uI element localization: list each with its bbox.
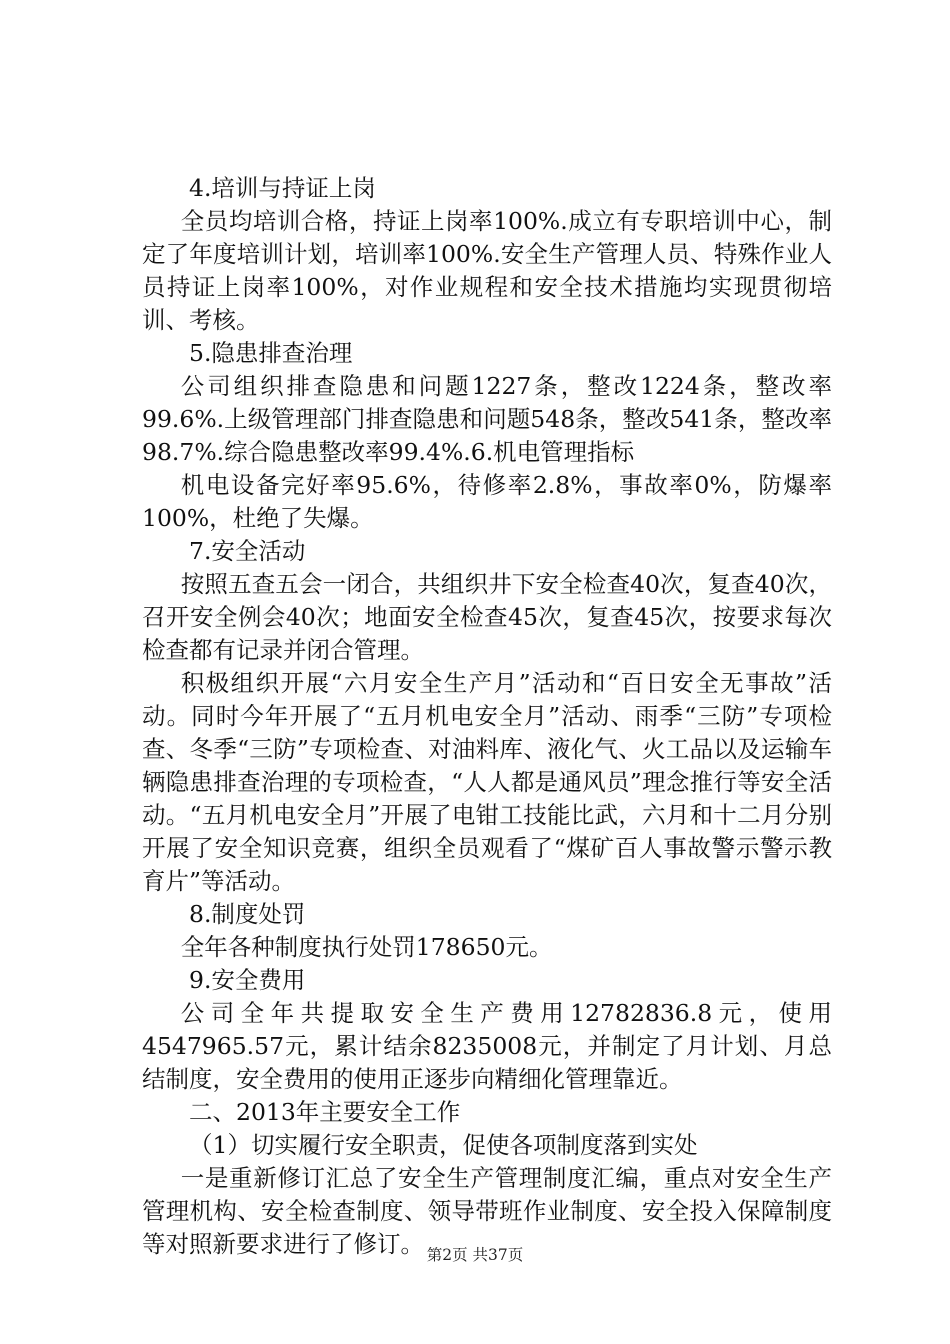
- paragraph-duties: 一是重新修订汇总了安全生产管理制度汇编，重点对安全生产管理机构、安全检查制度、领导带班作业制度、安全投入保障制度等对照新要求进行了修订。: [142, 1164, 832, 1258]
- section-heading-cost: 9.安全费用: [189, 966, 306, 994]
- subsection-heading-duties: （1）切实履行安全职责，促使各项制度落到实处: [189, 1131, 698, 1159]
- document-body: [142, 172, 832, 1261]
- paragraph-electromechanical: 机电设备完好率95.6%，待修率2.8%，事故率0%，防爆率100%，杜绝了失爆。: [142, 471, 832, 532]
- paragraph-inspections: 按照五查五会一闭合，共组织井下安全检查40次，复查40次，召开安全例会40次；地面安全检查45次，复查45次，按要求每次检查都有记录并闭合管理。: [142, 570, 832, 664]
- paragraph-penalty: 全年各种制度执行处罚178650元。: [180, 933, 553, 961]
- paragraph-training: 全员均培训合格，持证上岗率100%.成立有专职培训中心，制定了年度培训计划，培训率100%.安全生产管理人员、特殊作业人员持证上岗率100%，对作业规程和安全技术措施均实现贯彻培训、考核。: [142, 207, 832, 334]
- section-heading-activities: 7.安全活动: [189, 537, 306, 565]
- paragraph-activities: 积极组织开展“六月安全生产月”活动和“百日安全无事故”活动。同时今年开展了“五月机电安全月”活动、雨季“三防”专项检查、冬季“三防”专项检查、对油料库、液化气、火工品以及运输车辆隐患排查治理的专项检查，“人人都是通风员”理念推行等安全活动。“五月机电安全月”开展了电钳工技能比武，六月和十二月分别开展了安全知识竞赛，组织全员观看了“煤矿百人事故警示警示教育片”等活动。: [142, 669, 832, 895]
- section-heading-hazard: 5.隐患排查治理: [189, 339, 353, 367]
- section-heading-penalty: 8.制度处罚: [189, 900, 306, 928]
- paragraph-cost: 公司全年共提取安全生产费用12782836.8元，使用4547965.57元，累计结余8235008元，并制定了月计划、月总结制度，安全费用的使用正逐步向精细化管理靠近。: [142, 999, 832, 1093]
- section-heading-training: 4.培训与持证上岗: [189, 174, 376, 202]
- section-heading-main-work: 二、2013年主要安全工作: [189, 1098, 461, 1126]
- paragraph-hazard: 公司组织排查隐患和问题1227条，整改1224条，整改率99.6%.上级管理部门排查隐患和问题548条，整改541条，整改率98.7%.综合隐患整改率99.4%.6.机电管理指标: [142, 372, 832, 466]
- page-footer: 第2页 共37页: [426, 1246, 524, 1264]
